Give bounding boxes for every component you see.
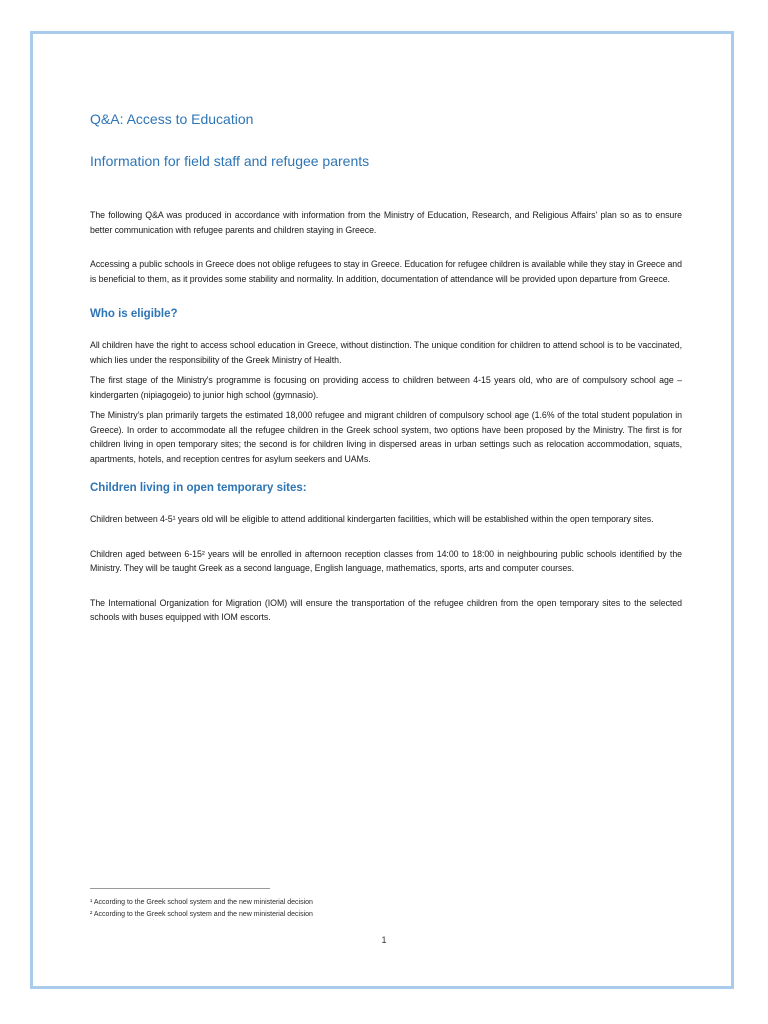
body-paragraph: All children have the right to access school education in Greece, without distinction. The unique condition for children to attend school is to be vaccinated, which lies under the responsibility of the Greek Ministry of Health.: [90, 340, 682, 365]
footnote-2: ² According to the Greek school system and the new ministerial decision: [90, 911, 313, 918]
section-heading-open-sites: Children living in open temporary sites:: [90, 482, 307, 494]
body-paragraph: Children aged between 6-15² years will be enrolled in afternoon reception classes from 14:00 to 18:00 in neighbouring public schools identified by the Ministry. They will be taught Greek as a second language, English language, mathematics, sports, arts and computer courses.: [90, 548, 682, 573]
footnotes: [90, 897, 682, 921]
document-title: Q&A: Access to Education: [90, 111, 254, 127]
body-paragraph: The International Organization for Migration (IOM) will ensure the transportation of the refugee children from the open temporary sites to the selected schools with buses equipped with IOM escorts.: [90, 597, 682, 622]
intro-paragraph: Accessing a public schools in Greece does not oblige refugees to stay in Greece. Education for refugee children is available while they stay in Greece and is beneficial to them, as it provides some stability and normality. In addition, documentation of attendance will be provided upon departure from Greece.: [90, 259, 682, 284]
body-paragraph: Children between 4-5¹ years old will be eligible to attend additional kindergarten facilities, which will be established within the open temporary sites.: [90, 514, 654, 524]
document-subtitle: Information for field staff and refugee parents: [90, 153, 370, 169]
intro-paragraph: The following Q&A was produced in accordance with information from the Ministry of Education, Research, and Religious Affairs' plan so as to ensure better communication with refugee parents and children staying in Greece.: [90, 210, 682, 235]
document-body: [90, 110, 682, 639]
body-paragraph: The Ministry's plan primarily targets the estimated 18,000 refugee and migrant children of compulsory school age (1.6% of the total student population in Greece). In order to accommodate all the refugee children in the Greek school system, two options have been proposed by the Ministry. The first is for children living in open temporary sites; the second is for children living in dispersed areas in urban settings such as relocation accommodation, squats, apartments, hotels, and reception centres for asylum seekers and UAMs.: [90, 410, 682, 464]
footnote-1: ¹ According to the Greek school system and the new ministerial decision: [90, 899, 313, 906]
section-heading-eligibility: Who is eligible?: [90, 308, 178, 320]
footnote-separator: [90, 888, 270, 889]
body-paragraph: The first stage of the Ministry's programme is focusing on providing access to children between 4-15 years old, who are of compulsory school age – kindergarten (nipiagogeio) to junior high school (gymnasio).: [90, 375, 682, 400]
page-number: 1: [381, 935, 387, 945]
